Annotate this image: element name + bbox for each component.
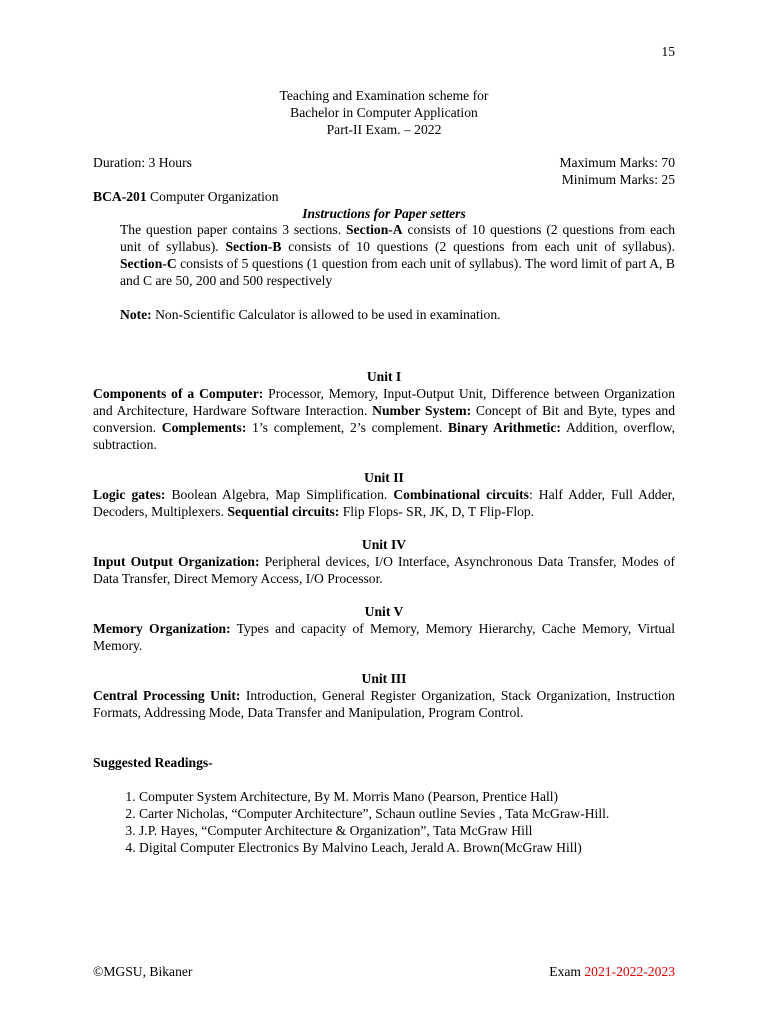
page-number: 15 [661,44,675,59]
readings-title: Suggested Readings- [93,755,213,770]
unit-3-title: Unit III [361,671,407,686]
instructions-title: Instructions for Paper setters [302,206,466,221]
note-paragraph [120,306,675,323]
reading-item: 3. J.P. Hayes, “Computer Architecture & Organization”, Tata McGraw Hill [139,822,675,839]
note-label: Note: [120,307,152,322]
reading-item: 4. Digital Computer Electronics By Malvino Leach, Jerald A. Brown(McGraw Hill) [139,839,675,856]
unit-3-body: Central Processing Unit: Introduction, General Register Organization, Stack Organization, Instruction Formats, Addressing Mode, Data Transfer and Manipulation, Program Control. [93,688,675,720]
course-title [93,188,675,205]
unit-4-body: Input Output Organization: Peripheral devices, I/O Interface, Asynchronous Data Transfer, Modes of Data Transfer, Direct Memory Access, I/O Processor. [93,554,675,586]
section-b-label: Section-B [225,239,282,254]
duration: Duration: 3 Hours [93,155,192,170]
footer-exam-years: 2021-2022-2023 [584,964,675,979]
page-footer [93,963,675,980]
unit-4-title: Unit IV [361,537,407,552]
reading-item: 1. Computer System Architecture, By M. Morris Mano (Pearson, Prentice Hall) [139,788,675,805]
course-code: BCA-201 [93,189,147,204]
unit-1-title: Unit I [366,369,402,384]
course-name: Computer Organization [146,189,279,204]
document-page [93,0,675,1024]
unit-2-body: Logic gates: Boolean Algebra, Map Simplification. Combinational circuits: Half Adder, Full Adder, Decoders, Multiplexers. Sequential circuits: Flip Flops- SR, JK, D, T Flip-Flop. [93,487,675,519]
section-a-label: Section-A [345,222,403,237]
unit-5-body: Memory Organization: Types and capacity of Memory, Memory Hierarchy, Cache Memory, Virtual Memory. [93,621,675,653]
instructions-paragraph: The question paper contains 3 sections. Section-A consists of 10 questions (2 questions from each unit of syllabus). Section-B consists of 10 questions (2 questions from each unit of syllabus). Section-C consists of 5 questions (1 question from each unit of syllabus). The word limit of part A, B and C are 50, 200 and 500 respectively [120,222,675,288]
unit-1-body: Components of a Computer: Processor, Memory, Input-Output Unit, Difference between Organization and Architecture, Hardware Software Interaction. Number System: Concept of Bit and Byte, types and conversion. Complements: 1’s complement, 2’s complement. Binary Arithmetic: Addition, overflow, subtraction. [93,386,676,452]
header-line-2: Bachelor in Computer Application [290,105,478,120]
min-marks: Minimum Marks: 25 [561,172,675,187]
footer-copyright: ©MGSU, Bikaner [93,964,193,979]
document-header [93,87,675,138]
reading-item: 2. Carter Nicholas, “Computer Architecture”, Schaun outline Sevies , Tata McGraw-Hill. [139,805,675,822]
unit-2-title: Unit II [364,470,404,485]
max-marks: Maximum Marks: 70 [559,155,675,170]
exam-info [93,154,675,188]
header-line-3: Part-II Exam. – 2022 [326,122,442,137]
header-line-1: Teaching and Examination scheme for [279,88,489,103]
note-text: Non-Scientific Calculator is allowed to be used in examination. [151,307,501,322]
unit-5-title: Unit V [364,604,404,619]
section-c-label: Section-C [120,256,177,271]
footer-exam-label: Exam [549,964,585,979]
readings-list [93,788,675,856]
